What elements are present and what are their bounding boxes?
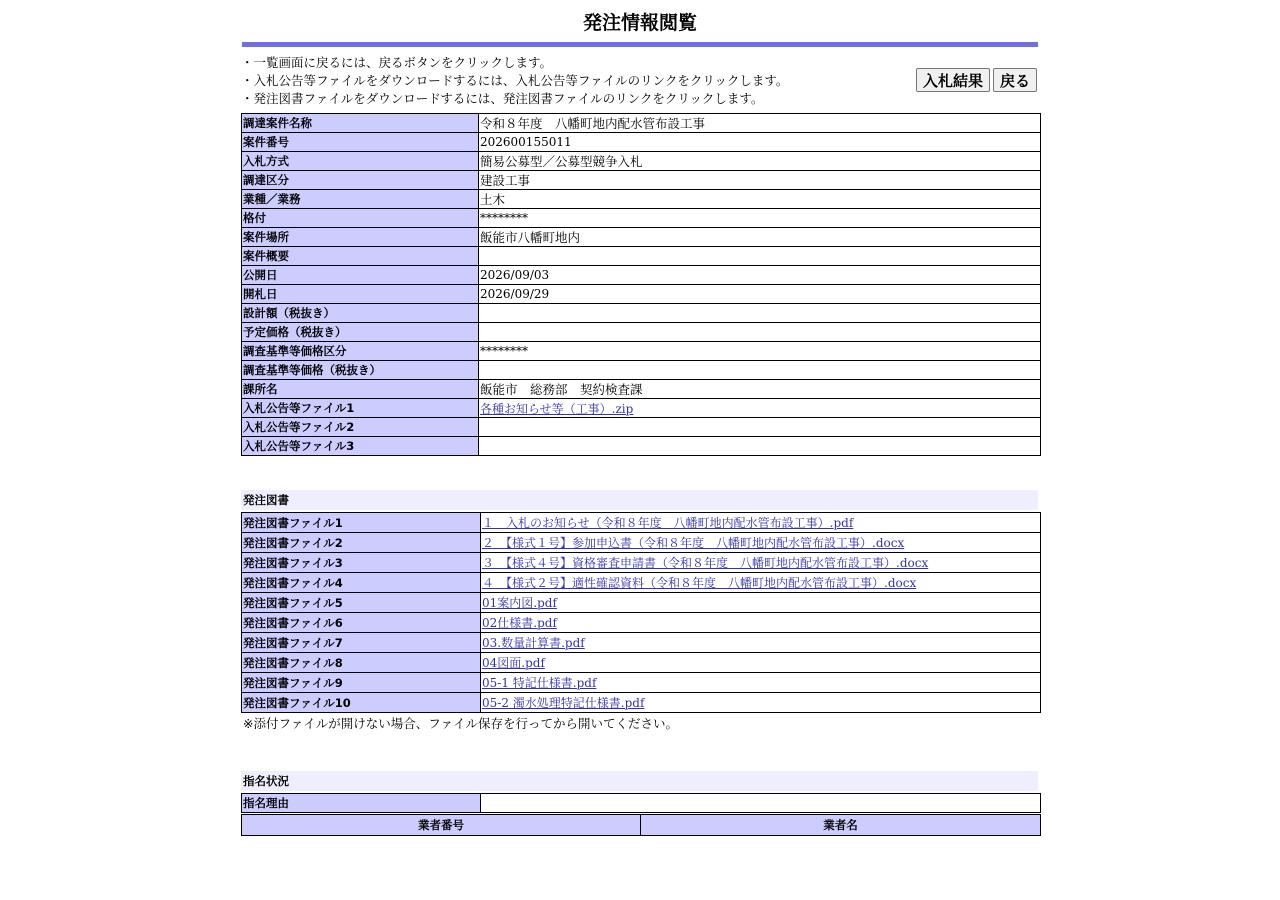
detail-label: 案件場所 — [242, 228, 479, 247]
instructions-area — [241, 47, 1039, 113]
detail-table — [241, 113, 1041, 456]
instruction-line: ・発注図書ファイルをダウンロードするには、発注図書ファイルのリンクをクリックします。 — [241, 91, 764, 106]
drawing-file-value — [481, 573, 1041, 593]
drawing-file-link[interactable]: 03.数量計算書.pdf — [482, 636, 585, 650]
table-row — [242, 133, 1041, 152]
drawing-file-link[interactable]: 04図面.pdf — [482, 656, 545, 670]
instruction-line: ・一覧画面に戻るには、戻るボタンをクリックします。 — [241, 55, 553, 70]
table-row — [242, 399, 1041, 418]
detail-label: 入札方式 — [242, 152, 479, 171]
table-row — [242, 573, 1041, 593]
attachment-note: ※添付ファイルが開けない場合、ファイル保存を行ってから開いてください。 — [243, 716, 678, 731]
detail-label: 案件概要 — [242, 247, 479, 266]
table-row — [242, 633, 1041, 653]
drawing-file-link[interactable]: 02仕様書.pdf — [482, 616, 557, 630]
bid-result-button[interactable]: 入札結果 — [916, 68, 990, 92]
table-row — [242, 553, 1041, 573]
table-row — [242, 380, 1041, 399]
detail-value — [479, 323, 1041, 342]
back-button[interactable]: 戻る — [993, 68, 1037, 92]
detail-value: 飯能市 総務部 契約検査課 — [479, 380, 1041, 399]
table-row — [242, 114, 1041, 133]
table-row — [242, 209, 1041, 228]
drawing-file-value — [481, 653, 1041, 673]
vendor-number-header: 業者番号 — [242, 815, 641, 836]
nomination-reason-value — [481, 794, 1041, 813]
detail-label: 調査基準等価格（税抜き） — [242, 361, 479, 380]
detail-label: 設計額（税抜き） — [242, 304, 479, 323]
detail-value: 2026/09/03 — [479, 266, 1041, 285]
table-row — [242, 266, 1041, 285]
drawing-file-value — [481, 673, 1041, 693]
table-row — [242, 673, 1041, 693]
drawing-file-value — [481, 513, 1041, 533]
page-title: 発注情報閲覧 — [582, 12, 697, 34]
drawing-file-link[interactable]: 05-2 濁水処理特記仕様書.pdf — [482, 696, 645, 710]
table-row — [242, 228, 1041, 247]
detail-value — [479, 304, 1041, 323]
detail-value: ******** — [479, 342, 1041, 361]
detail-label: 開札日 — [242, 285, 479, 304]
nomination-vendor-table — [241, 814, 1041, 836]
drawing-file-label: 発注図書ファイル2 — [242, 533, 481, 553]
detail-value: 2026/09/29 — [479, 285, 1041, 304]
table-row — [242, 513, 1041, 533]
drawing-file-link[interactable]: １ 入札のお知らせ（令和８年度 八幡町地内配水管布設工事）.pdf — [482, 516, 854, 530]
drawing-file-label: 発注図書ファイル10 — [242, 693, 481, 713]
table-row — [242, 593, 1041, 613]
action-buttons — [916, 68, 1037, 92]
drawings-section-title: 発注図書 — [241, 490, 1038, 510]
drawings-table — [241, 512, 1041, 713]
drawing-file-label: 発注図書ファイル6 — [242, 613, 481, 633]
table-row — [242, 247, 1041, 266]
drawing-file-label: 発注図書ファイル8 — [242, 653, 481, 673]
detail-value — [479, 399, 1041, 418]
table-row — [242, 190, 1041, 209]
drawing-file-link[interactable]: ３ 【様式４号】資格審査申請書（令和８年度 八幡町地内配水管布設工事）.docx — [482, 556, 929, 570]
drawing-file-label: 発注図書ファイル7 — [242, 633, 481, 653]
drawing-file-label: 発注図書ファイル9 — [242, 673, 481, 693]
detail-value — [479, 437, 1041, 456]
notice-file-link[interactable]: 各種お知らせ等（工事）.zip — [480, 401, 634, 416]
drawing-file-link[interactable]: ４ 【様式２号】適性確認資料（令和８年度 八幡町地内配水管布設工事）.docx — [482, 576, 917, 590]
drawing-file-value — [481, 633, 1041, 653]
instruction-line: ・入札公告等ファイルをダウンロードするには、入札公告等ファイルのリンクをクリックします。 — [241, 73, 789, 88]
drawing-file-value — [481, 553, 1041, 573]
instructions-list — [241, 54, 788, 108]
table-row — [242, 613, 1041, 633]
table-row — [242, 794, 1041, 813]
table-row — [242, 361, 1041, 380]
detail-value: ******** — [479, 209, 1041, 228]
detail-label: 入札公告等ファイル1 — [242, 399, 479, 418]
table-header-row — [242, 815, 1041, 836]
drawing-file-link[interactable]: ２ 【様式１号】参加申込書（令和８年度 八幡町地内配水管布設工事）.docx — [482, 536, 905, 550]
detail-value: 令和８年度 八幡町地内配水管布設工事 — [479, 114, 1041, 133]
drawing-file-label: 発注図書ファイル5 — [242, 593, 481, 613]
detail-value: 建設工事 — [479, 171, 1041, 190]
detail-value: 飯能市八幡町地内 — [479, 228, 1041, 247]
drawing-file-value — [481, 613, 1041, 633]
table-row — [242, 171, 1041, 190]
table-row — [242, 693, 1041, 713]
detail-value — [479, 418, 1041, 437]
table-row — [242, 653, 1041, 673]
table-row — [242, 323, 1041, 342]
table-row — [242, 533, 1041, 553]
table-row — [242, 304, 1041, 323]
nomination-reason-table — [241, 793, 1041, 813]
detail-label: 案件番号 — [242, 133, 479, 152]
drawing-file-label: 発注図書ファイル1 — [242, 513, 481, 533]
page-container — [241, 0, 1039, 836]
table-row — [242, 418, 1041, 437]
detail-label: 予定価格（税抜き） — [242, 323, 479, 342]
drawing-file-link[interactable]: 05-1 特記仕様書.pdf — [482, 676, 597, 690]
detail-value — [479, 361, 1041, 380]
table-row — [242, 342, 1041, 361]
drawing-file-label: 発注図書ファイル3 — [242, 553, 481, 573]
drawing-file-value — [481, 593, 1041, 613]
drawing-file-label: 発注図書ファイル4 — [242, 573, 481, 593]
detail-value: 202600155011 — [479, 133, 1041, 152]
detail-label: 調達区分 — [242, 171, 479, 190]
detail-label: 調査基準等価格区分 — [242, 342, 479, 361]
drawing-file-link[interactable]: 01案内図.pdf — [482, 596, 557, 610]
detail-label: 入札公告等ファイル2 — [242, 418, 479, 437]
detail-value: 簡易公募型／公募型競争入札 — [479, 152, 1041, 171]
detail-label: 入札公告等ファイル3 — [242, 437, 479, 456]
nomination-reason-label: 指名理由 — [242, 794, 481, 813]
table-row — [242, 437, 1041, 456]
table-row — [242, 285, 1041, 304]
detail-label: 業種／業務 — [242, 190, 479, 209]
detail-value: 土木 — [479, 190, 1041, 209]
nomination-section-title: 指名状況 — [241, 771, 1038, 791]
drawing-file-value — [481, 533, 1041, 553]
vendor-name-header: 業者名 — [641, 815, 1041, 836]
detail-label: 公開日 — [242, 266, 479, 285]
table-row — [242, 152, 1041, 171]
detail-label: 調達案件名称 — [242, 114, 479, 133]
detail-label: 格付 — [242, 209, 479, 228]
detail-value — [479, 247, 1041, 266]
drawing-file-value — [481, 693, 1041, 713]
detail-label: 課所名 — [242, 380, 479, 399]
